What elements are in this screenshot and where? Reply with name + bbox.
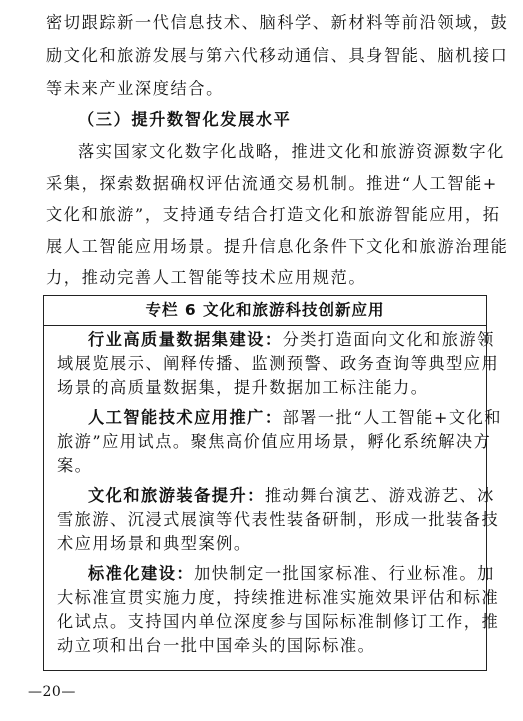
section-heading: （三）提升数智化发展水平 — [78, 110, 292, 129]
box-item-1-label: 行业高质量数据集建设： — [88, 330, 283, 349]
box-item-2-first-line — [88, 407, 502, 429]
box-item-4-first-line — [88, 563, 495, 585]
section-line-5: 力，推动完善人工智能等技术应用规范。 — [46, 268, 367, 287]
intro-line-2: 励文化和旅游发展与第六代移动通信、具身智能、脑机接口 — [46, 46, 509, 65]
box-item-1-text: 分类打造面向文化和旅游领 — [282, 330, 495, 349]
section-line-4: 展人工智能应用场景。提升信息化条件下文化和旅游治理能 — [46, 237, 509, 256]
box-item-2-text: 部署一批“人工智能+文化和 — [282, 408, 502, 427]
box-item-4-label: 标准化建设： — [88, 564, 195, 583]
intro-line-3: 等未来产业深度结合。 — [46, 79, 224, 98]
intro-line-1: 密切跟踪新一代信息技术、脑科学、新材料等前沿领域，鼓 — [46, 13, 509, 32]
feature-box — [43, 295, 502, 671]
box-item-1-line-2: 域展览展示、阐释传播、监测预警、政务查询等典型应用 — [57, 354, 500, 373]
box-item-2-line-3: 案。 — [57, 456, 93, 475]
page-number: —20— — [28, 684, 76, 700]
box-item-3-line-3: 术应用场景和典型案例。 — [57, 534, 252, 553]
box-item-2-line-2: 旅游”应用试点。聚焦高价值应用场景，孵化系统解决方 — [57, 432, 492, 451]
section-line-3: 文化和旅游”，支持通专结合打造文化和旅游智能应用，拓 — [46, 205, 501, 224]
box-item-4-text: 加快制定一批国家标准、行业标准。加 — [194, 564, 495, 583]
box-item-3-line-2: 雪旅游、沉浸式展演等代表性装备研制，形成一批装备技 — [57, 510, 500, 529]
box-item-4-line-3: 化试点。支持国内单位深度参与国际标准制修订工作，推 — [57, 612, 500, 631]
box-item-1-first-line — [88, 329, 495, 351]
box-item-4-line-2: 大标准宣贯实施力度，持续推进标准实施效果评估和标准 — [57, 588, 500, 607]
section-line-2: 采集，探索数据确权评估流通交易机制。推进“人工智能+ — [46, 174, 498, 193]
box-item-4-line-4: 动立项和出台一批中国牵头的国际标准。 — [57, 636, 376, 655]
box-title: 专栏 6 文化和旅游科技创新应用 — [44, 296, 486, 326]
section-line-1: 落实国家文化数字化战略，推进文化和旅游资源数字化 — [78, 142, 505, 161]
box-item-2-label: 人工智能技术应用推广： — [88, 408, 283, 427]
box-item-3-label: 文化和旅游装备提升： — [88, 486, 265, 505]
box-item-3-text: 推动舞台演艺、游戏游艺、冰 — [264, 486, 495, 505]
box-item-3-first-line — [88, 485, 495, 507]
box-item-1-line-3: 场景的高质量数据集，提升数据加工标注能力。 — [57, 378, 429, 397]
